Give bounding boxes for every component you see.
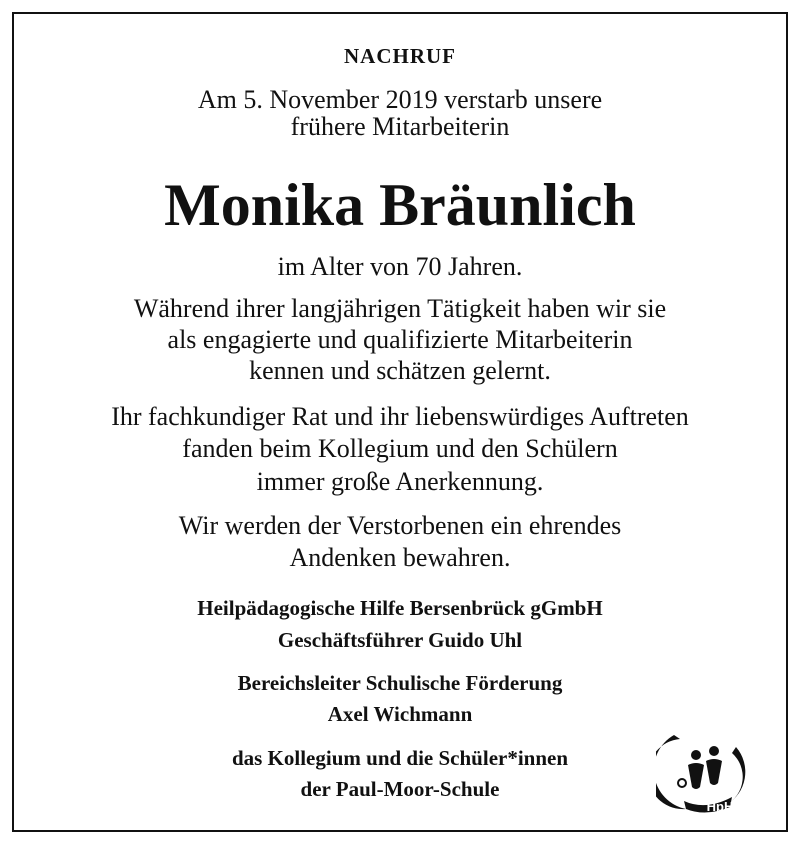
age-line: im Alter von 70 Jahren. <box>277 252 523 281</box>
paragraph3-line-1: Wir werden der Verstorbenen ein ehrendes <box>178 511 622 540</box>
deceased-name: Monika Bräunlich <box>164 172 636 238</box>
intro-line-1: Am 5. November 2019 verstarb unsere <box>197 85 603 114</box>
signature-department: Bereichsleiter Schulische Förderung <box>237 671 563 695</box>
paragraph1-line-3: kennen und schätzen gelernt. <box>249 356 551 385</box>
signature-school: der Paul-Moor-Schule <box>300 777 500 801</box>
signature-head: Axel Wichmann <box>327 702 473 726</box>
paragraph2-line-2: fanden beim Kollegium und den Schülern <box>182 434 618 463</box>
signature-organization: Heilpädagogische Hilfe Bersenbrück gGmbH <box>197 596 603 620</box>
paragraph2-line-3: immer große Anerkennung. <box>256 467 544 496</box>
paragraph1-line-1: Während ihrer langjährigen Tätigkeit haben wir sie <box>133 294 667 323</box>
signature-staff: das Kollegium und die Schüler*innen <box>231 746 569 770</box>
intro-line-2: frühere Mitarbeiterin <box>290 112 510 141</box>
hph-logo-icon <box>656 725 748 817</box>
paragraph2-line-1: Ihr fachkundiger Rat und ihr liebenswürdiges Auftreten <box>111 402 689 431</box>
paragraph3-line-2: Andenken bewahren. <box>289 543 511 572</box>
logo-text: HpH <box>706 799 734 814</box>
notice-heading: NACHRUF <box>344 44 456 68</box>
signature-director: Geschäftsführer Guido Uhl <box>277 628 523 652</box>
paragraph1-line-2: als engagierte und qualifizierte Mitarbeiterin <box>167 325 633 354</box>
